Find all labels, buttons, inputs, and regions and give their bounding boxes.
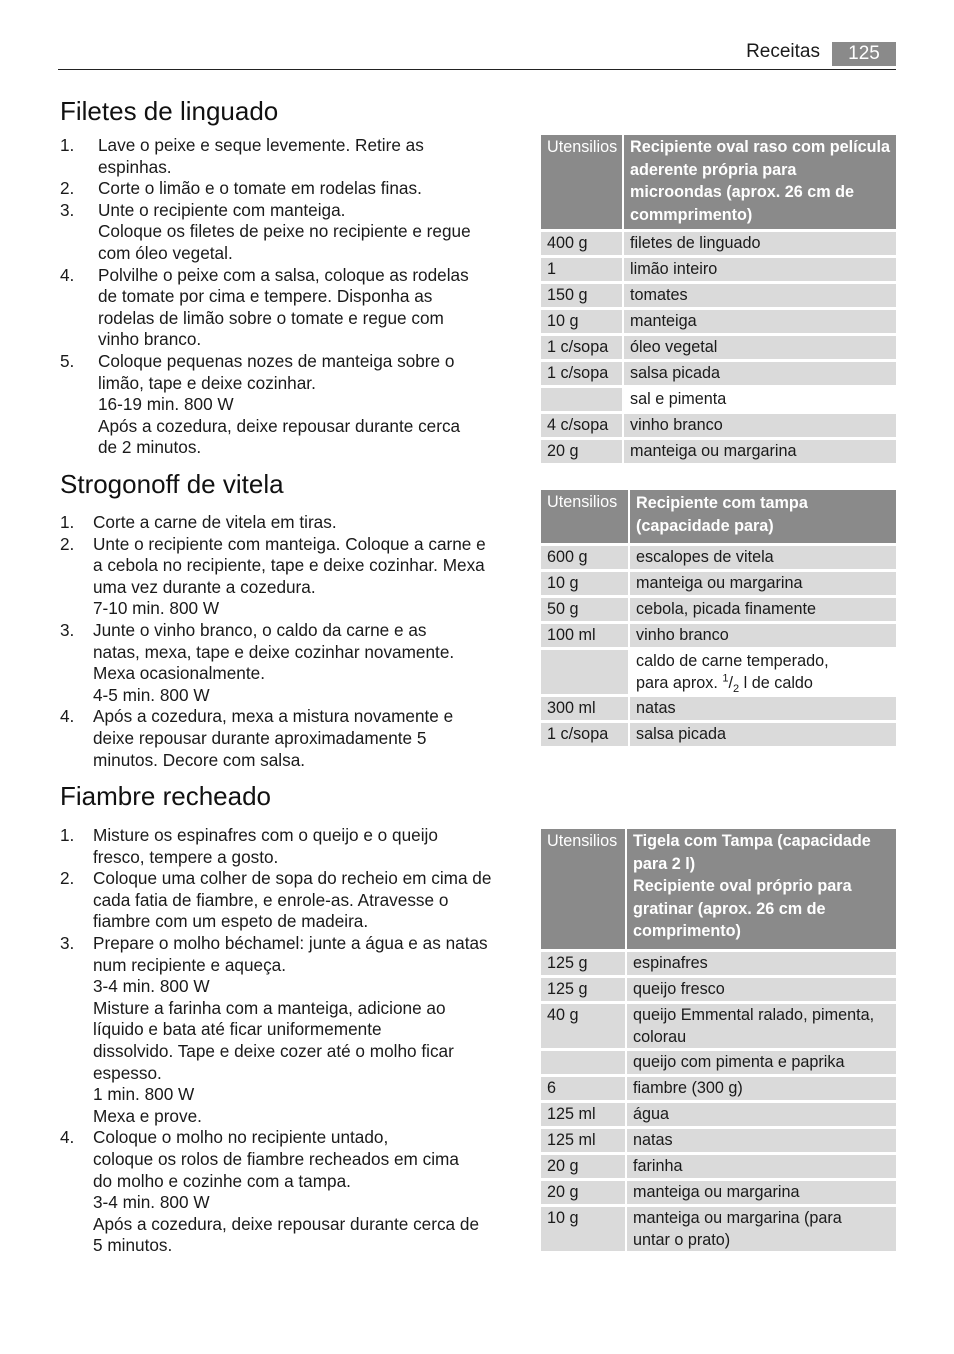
table-row: 20 g farinha [541, 1155, 896, 1178]
step: 4. Polvilhe o peixe com a salsa, coloque as rodelas de tomate por cima e tempere. Disponha as rodelas de limão sobre o tomate e regue com vinho branco. [60, 264, 469, 350]
table-row: 20 g manteiga ou margarina [541, 1181, 896, 1204]
step: 3. Prepare o molho béchamel: junte a água e as natas num recipiente e aqueça. 3-4 min. 800 W Misture a farinha com a manteiga, adicione ao líquido e bata até ficar uniformemente dissolvido. Tape e deixe cozer até o molho ficar espesso. 1 min. 800 W Mexa e prove. [60, 932, 488, 1126]
table-row: queijo com pimenta e paprika [541, 1051, 896, 1074]
recipe-title-fiambre: Fiambre recheado [60, 781, 271, 811]
table-row: 4 c/sopa vinho branco [541, 414, 896, 437]
steps-strogonoff [60, 512, 520, 771]
table-row: 6 fiambre (300 g) [541, 1077, 896, 1100]
table-header: Utensilios Tigela com Tampa (capacidade para 2 l) Recipiente oval próprio para gratinar (aprox. 26 cm de comprimento) [541, 829, 896, 949]
step: 3. Unte o recipiente com manteiga. Coloque os filetes de peixe no recipiente e regue com óleo vegetal. [60, 199, 471, 263]
step: 3. Junte o vinho branco, o caldo da carne e as natas, mexa, tape e deixe cozinhar novamente. Mexa ocasionalmente. 4-5 min. 800 W [60, 619, 455, 705]
steps-fiambre [60, 825, 520, 1257]
recipe-title-filetes: Filetes de linguado [60, 96, 279, 126]
ingredients-table-fiambre [541, 826, 896, 1254]
table-row: 125 ml água [541, 1103, 896, 1126]
steps-filetes [60, 135, 520, 459]
table-row: sal e pimenta [541, 388, 896, 411]
table-row: 20 g manteiga ou margarina [541, 440, 896, 463]
table-row: caldo de carne temperado, para aprox. $^1/_2$ l de caldo [541, 650, 896, 694]
table-row: 50 g cebola, picada finamente [541, 598, 896, 621]
ingredients-table-filetes [541, 132, 896, 466]
step: 1. Misture os espinafres com o queijo e o queijo fresco, tempere a gosto. [60, 825, 438, 867]
table-row: 600 g escalopes de vitela [541, 546, 896, 569]
table-row: 1 c/sopa óleo vegetal [541, 336, 896, 359]
section-title: Receitas [746, 41, 820, 62]
step: 2. Corte o limão e o tomate em rodelas finas. [60, 178, 422, 199]
step: 5. Coloque pequenas nozes de manteiga sobre o limão, tape e deixe cozinhar. 16-19 min. 800 W Após a cozedura, deixe repousar durante cerca de 2 minutos. [60, 350, 461, 458]
step: 4. Coloque o molho no recipiente untado, coloque os rolos de fiambre recheados em cima do molho e cozinhe com a tampa. 3-4 min. 800 W Após a cozedura, deixe repousar durante cerca de 5 minutos. [60, 1127, 480, 1256]
step: 2. Coloque uma colher de sopa do recheio em cima de cada fatia de fiambre, e enrole-as. Atravesse o fiambre com um espeto de madeira. [60, 868, 492, 932]
table-row: 1 c/sopa salsa picada [541, 723, 896, 746]
table-row: 100 ml vinho branco [541, 624, 896, 647]
page-header [58, 40, 896, 70]
page-number: 125 [832, 42, 896, 66]
table-header: Utensilios Recipiente oval raso com película aderente própria para microondas (aprox. 26 cm de commprimento) [541, 135, 896, 229]
table-header: Utensilios Recipiente com tampa (capacidade para) [541, 490, 896, 543]
table-row: 150 g tomates [541, 284, 896, 307]
table-row: 125 ml natas [541, 1129, 896, 1152]
table-row: 10 g manteiga ou margarina (para untar o prato) [541, 1207, 896, 1251]
recipe-title-strogonoff: Strogonoff de vitela [60, 469, 284, 499]
table-row: 125 g queijo fresco [541, 978, 896, 1001]
table-row: 40 g queijo Emmental ralado, pimenta, colorau [541, 1004, 896, 1048]
table-row: 10 g manteiga [541, 310, 896, 333]
step: 4. Após a cozedura, mexa a mistura novamente e deixe repousar durante aproximadamente 5 minutos. Decore com salsa. [60, 706, 454, 770]
step: 1. Lave o peixe e seque levemente. Retire as espinhas. [60, 135, 424, 177]
step: 2. Unte o recipiente com manteiga. Coloque a carne e a cebola no recipiente, tape e deixe cozinhar. Mexa uma vez durante a cozedura. 7-10 min. 800 W [60, 533, 486, 619]
table-row: 1 limão inteiro [541, 258, 896, 281]
table-row: 300 ml natas [541, 697, 896, 720]
table-row: 125 g espinafres [541, 952, 896, 975]
table-row: 400 g filetes de linguado [541, 232, 896, 255]
table-row: 10 g manteiga ou margarina [541, 572, 896, 595]
ingredients-table-strogonoff [541, 487, 896, 749]
step: 1. Corte a carne de vitela em tiras. [60, 512, 337, 532]
table-row: 1 c/sopa salsa picada [541, 362, 896, 385]
